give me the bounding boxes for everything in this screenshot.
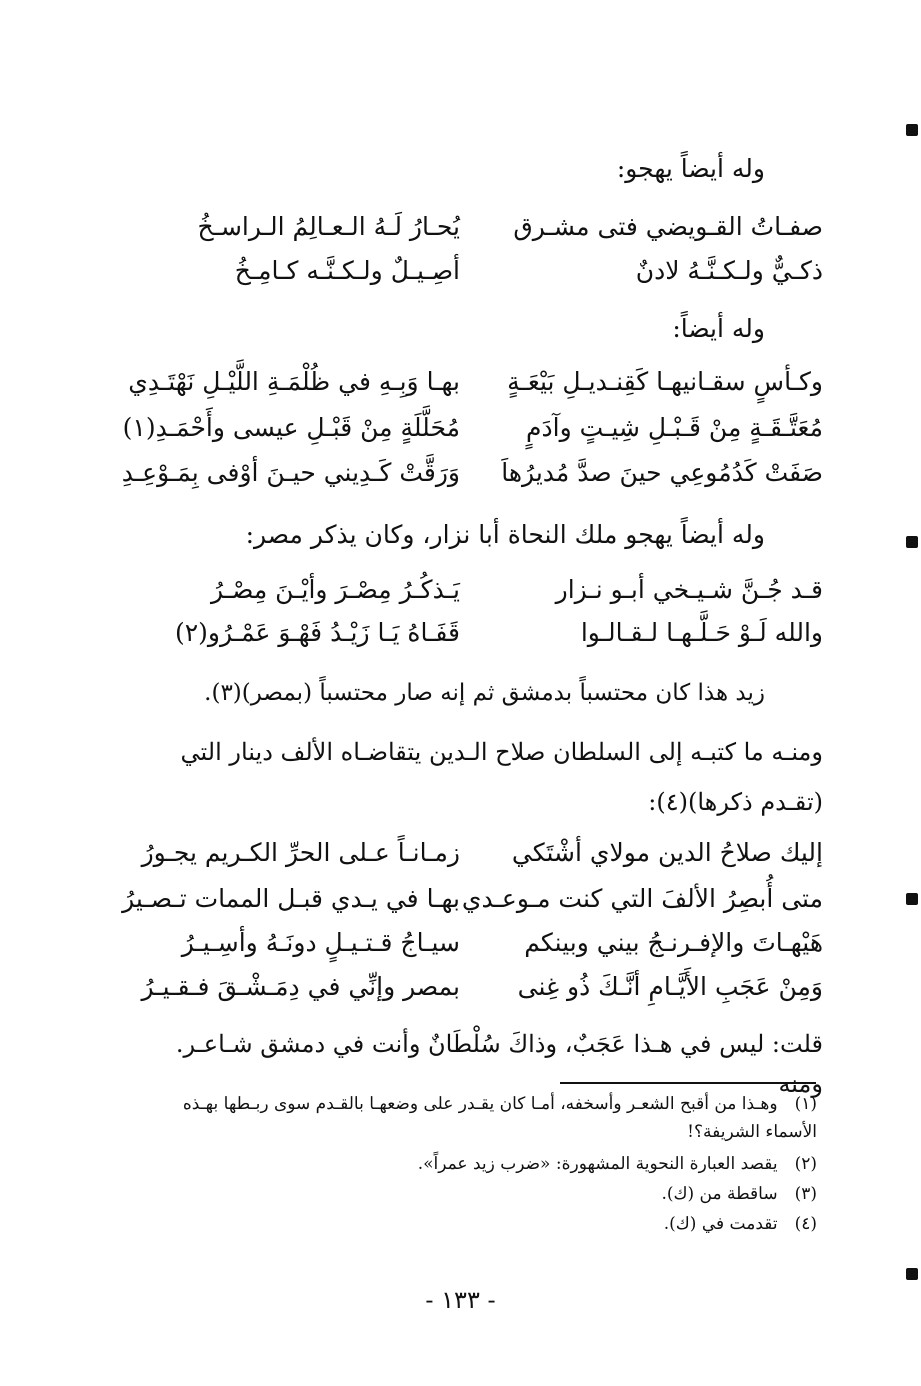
verse-line: [121, 458, 823, 498]
verse-second-hemistich: سيـاجُ قـتـيـلٍ دونَـهُ وأسِـيـرُ: [181, 928, 460, 957]
verse-second-hemistich: أصِـيـلٌ ولـكـنَّـه كـامِـخُ: [234, 256, 460, 285]
prose-paragraph: ومنـه ما كتبـه إلى السلطان صلاح الـدين يتقاضـاه الألف دينار التي (تقـدم ذكرها)(٤):: [180, 738, 823, 816]
verse-second-hemistich: وَرَقَّتْ كَـدِيني حيـنَ أوْفى بِمَـوْعِـدِ: [121, 458, 460, 487]
verse-second-hemistich: يَـذكُـرُ مِصْـرَ وأيْـنَ مِصْـرُ: [211, 575, 460, 604]
verse-second-hemistich: قَفَـاهُ يَـا زَيْـدُ فَهْـوَ عَمْـرُو(٢): [174, 618, 460, 647]
verse-line: [150, 212, 823, 252]
verse-second-hemistich: بهـا وَبِـهِ في ظُلْمَـةِ اللَّيْـلِ نَهْتَـدِي: [128, 367, 460, 396]
footnote-rule: [560, 1082, 816, 1084]
verse-first-hemistich: قـد جُـنَّ شـيـخي أبـو نـزار: [555, 575, 823, 604]
footnote-number: (١): [794, 1094, 817, 1114]
verse-second-hemistich: يُحـارُ لَـهُ الـعـالِمُ الـراسـخُ: [197, 212, 460, 241]
footnote-text: وهـذا من أقبح الشعـر وأسخفه، أمـا كان يقـدر على وضعهـا بالقـدم سوى ربـطها بهـذه الأسماء الشريفة؟!: [182, 1094, 817, 1142]
footnote: [130, 1150, 817, 1178]
verse-line: [150, 575, 823, 615]
margin-mark: [906, 124, 918, 136]
footnote-number: (٤): [794, 1214, 817, 1234]
verse-second-hemistich: مُحَلَّلَةٍ مِنْ قَبْـلِ عيسى وأَحْمَـدِ(١): [122, 413, 460, 442]
verse-first-hemistich: هَيْهـاتَ والإفـرنـجُ بيني وبينكم: [524, 928, 823, 957]
verse-first-hemistich: صَفَتْ كَدُمُوعِي حينَ صدَّ مُديرُهاَ: [501, 458, 823, 487]
verse-first-hemistich: متى أُبصِرُ الألفَ التي كنت مـوعـدي: [461, 884, 823, 913]
footnote-number: (٣): [794, 1184, 817, 1204]
prose-paragraph: قلت: ليس في هـذا عَجَبٌ، وذاكَ سُلْطَانٌ وأنت في دمشق شـاعـر. ومنه: [175, 1030, 823, 1098]
footnote-number: (٢): [794, 1154, 817, 1174]
verse-second-hemistich: زمـانـاً عـلى الحرِّ الكـريم يجـورُ: [141, 838, 460, 867]
footnote: [130, 1180, 817, 1208]
section-heading-1: وله أيضاً يهجو:: [616, 154, 765, 183]
footnote: [130, 1210, 817, 1238]
footnote-text: يقصد العبارة النحوية المشهورة: «ضرب زيد عمراً».: [417, 1154, 778, 1174]
margin-mark: [906, 1268, 918, 1280]
section-note: زيد هذا كان محتسباً بدمشق ثم إنه صار محتسباً (بمصر)(٣).: [204, 680, 765, 706]
verse-line: [122, 884, 823, 924]
verse-first-hemistich: وكـأسٍ سقـانيهـا كَقِنـديـلِ بَيْعَـةٍ: [507, 367, 823, 396]
page-number: - ١٣٣ -: [425, 1286, 496, 1314]
verse-first-hemistich: صفـاتُ القـويضي فتى مشـرق: [513, 212, 823, 241]
verse-first-hemistich: مُعَتَّـقَـةٍ مِنْ قَـبْـلِ شِيـتٍ وآدَمٍ: [526, 413, 823, 442]
margin-mark: [906, 893, 918, 905]
footnote: [130, 1090, 817, 1146]
footnote-text: ساقطة من (ك).: [661, 1184, 778, 1204]
verse-first-hemistich: والله لَـوْ حَـلَّـهـا لـقـالـوا: [580, 618, 823, 647]
verse-line: [150, 928, 823, 968]
verse-second-hemistich: بمصر وإنِّي في دِمَـشْـقَ فـقـيـرُ: [141, 972, 460, 1001]
section-heading-2: وله أيضاً:: [672, 314, 765, 343]
verse-line: [150, 618, 823, 658]
verse-first-hemistich: وَمِنْ عَجَبِ الأَيَّـامِ أنَّـكَ ذُو غِنى: [517, 972, 823, 1001]
verse-line: [141, 838, 823, 878]
verse-line: [141, 972, 823, 1012]
margin-mark: [906, 536, 918, 548]
footnote-text: تقدمت في (ك).: [663, 1214, 778, 1234]
verse-line: [128, 367, 823, 407]
section-heading-3: وله أيضاً يهجو ملك النحاة أبا نزار، وكان يذكر مصر:: [245, 520, 765, 549]
verse-line: [122, 413, 823, 453]
verse-first-hemistich: إليك صلاحُ الدين مولاي أشْتَكي: [511, 838, 823, 867]
verse-first-hemistich: ذكـيٌّ ولـكـنَّـهُ لادنٌ: [635, 256, 823, 285]
verse-second-hemistich: بهـا في يـدي قبـل الممات تـصـيرُ: [122, 884, 460, 913]
verse-line: [150, 256, 823, 296]
